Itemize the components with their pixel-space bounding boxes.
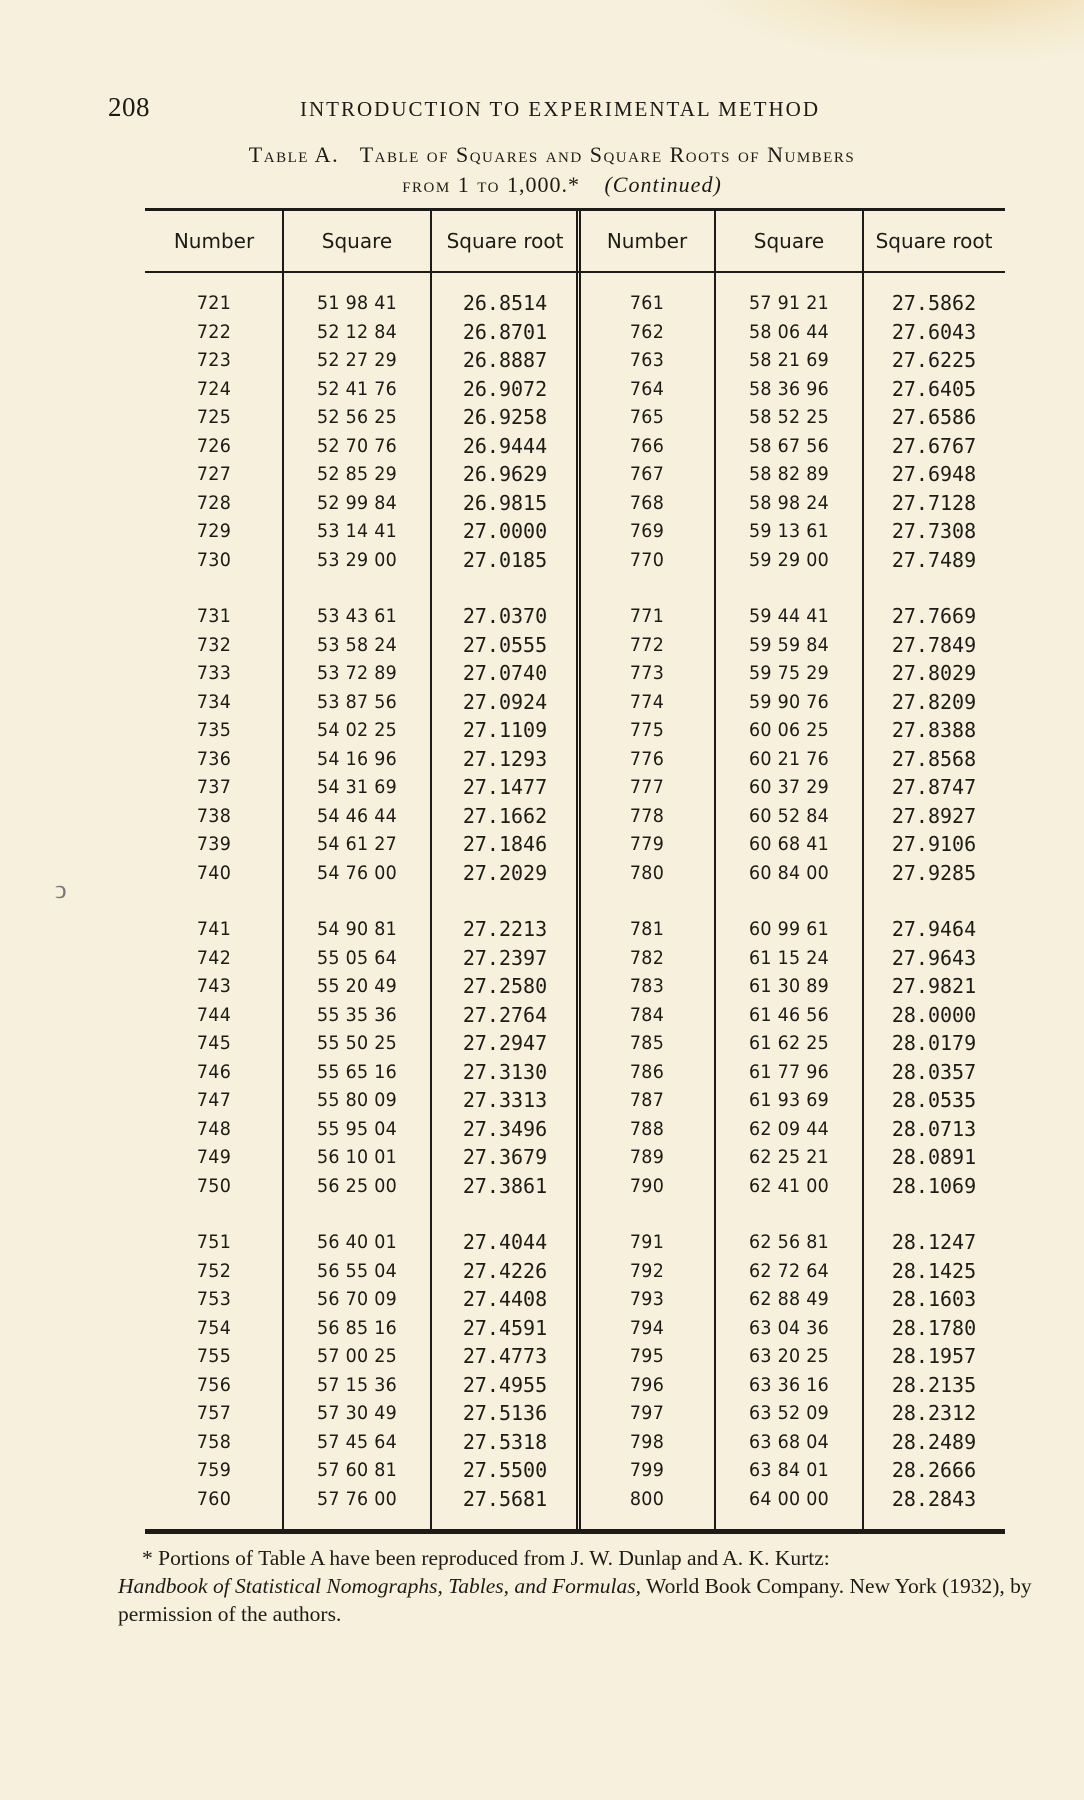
cell-square: 52 56 25: [316, 406, 398, 428]
table-range-value: 1,000.*: [506, 172, 580, 197]
paper-stain: [704, 0, 1084, 60]
squares-table: [145, 208, 1005, 1513]
cell-square-root: 27.9821: [891, 974, 977, 998]
cell-square-root: 26.9444: [462, 433, 548, 458]
cell-square: 62 09 44: [748, 1117, 830, 1140]
column-divider: [714, 211, 716, 1529]
cell-square-root: 27.0924: [462, 689, 548, 714]
cell-square-root: 27.3496: [462, 1116, 548, 1141]
column-divider: [862, 211, 864, 1529]
cell-number: 742: [196, 946, 232, 969]
cell-square: 62 72 64: [748, 1259, 830, 1282]
cell-square-root: 26.8887: [462, 348, 548, 372]
cell-square-root: 27.4955: [462, 1372, 548, 1397]
cell-square: 58 21 69: [748, 349, 830, 371]
cell-square: 58 36 96: [748, 377, 830, 400]
cell-number: 791: [629, 1231, 665, 1253]
cell-square-root: 27.2764: [462, 1002, 548, 1027]
cell-square: 59 75 29: [748, 662, 830, 684]
cell-number: 790: [629, 1174, 665, 1197]
cell-square-root: 27.5318: [462, 1429, 548, 1454]
cell-square: 60 68 41: [748, 833, 830, 855]
cell-square: 54 02 25: [316, 719, 398, 741]
cell-square: 59 29 00: [748, 548, 830, 571]
cell-number: 749: [196, 1146, 232, 1168]
header-square: Square: [283, 211, 431, 273]
cell-square-root: 27.2580: [462, 974, 548, 998]
cell-square-root: 28.1247: [891, 1230, 977, 1254]
table-range-prefix: from 1 to: [402, 172, 507, 197]
cell-square: 54 46 44: [316, 804, 398, 827]
cell-number: 779: [629, 833, 665, 855]
cell-square-root: 27.5862: [891, 291, 977, 315]
cell-square-root: 27.8029: [891, 661, 977, 685]
cell-number: 743: [196, 975, 232, 997]
cell-square: 60 52 84: [748, 804, 830, 827]
cell-square: 63 36 16: [748, 1373, 830, 1396]
cell-number: 760: [196, 1487, 232, 1510]
cell-square-root: 27.3861: [462, 1173, 548, 1198]
cell-number: 769: [629, 520, 665, 542]
header-number: Number: [145, 211, 283, 273]
group-spacer: [145, 1200, 1005, 1228]
cell-number: 787: [629, 1089, 665, 1111]
footnote-book-title: Handbook of Statistical Nomographs, Tables, and Formulas,: [118, 1574, 642, 1598]
cell-square-root: 28.0713: [891, 1116, 977, 1141]
cell-square-root: 27.9106: [891, 832, 977, 856]
cell-number: 763: [629, 349, 665, 371]
cell-square-root: 27.5500: [462, 1458, 548, 1482]
cell-square: 63 04 36: [748, 1316, 830, 1339]
footnote-publisher: World Book Company. New York (1932), by permission of the authors.: [118, 1574, 1032, 1626]
cell-square: 58 82 89: [748, 463, 830, 485]
cell-number: 773: [629, 662, 665, 684]
cell-square: 58 98 24: [748, 491, 830, 514]
cell-square-root: 27.3679: [462, 1145, 548, 1169]
cell-number: 798: [629, 1430, 665, 1453]
cell-square-root: 27.4226: [462, 1258, 548, 1283]
cell-square: 55 50 25: [316, 1032, 398, 1054]
cell-square: 56 70 09: [316, 1288, 398, 1310]
table-caption: [0, 140, 1084, 200]
margin-mark: ↄ: [55, 875, 67, 904]
cell-square-root: 27.2397: [462, 945, 548, 970]
cell-number: 752: [196, 1259, 232, 1282]
cell-number: 722: [196, 320, 232, 343]
cell-number: 736: [196, 747, 232, 770]
cell-number: 741: [196, 918, 232, 940]
cell-number: 740: [196, 861, 232, 884]
cell-square: 57 76 00: [316, 1487, 398, 1510]
cell-square: 52 70 76: [316, 434, 398, 457]
cell-number: 727: [196, 463, 232, 485]
cell-square-root: 28.0000: [891, 1002, 977, 1027]
cell-square: 52 12 84: [316, 320, 398, 343]
header-number: Number: [579, 211, 715, 273]
cell-square-root: 27.2029: [462, 860, 548, 885]
cell-square-root: 28.1069: [891, 1173, 977, 1198]
cell-number: 786: [629, 1060, 665, 1083]
cell-number: 734: [196, 690, 232, 713]
cell-square: 51 98 41: [316, 292, 398, 314]
cell-square: 52 41 76: [316, 377, 398, 400]
cell-square: 59 44 41: [748, 605, 830, 627]
cell-number: 724: [196, 377, 232, 400]
cell-square-root: 27.2947: [462, 1031, 548, 1055]
cell-number: 766: [629, 434, 665, 457]
group-spacer: [145, 574, 1005, 602]
cell-square-root: 28.0535: [891, 1088, 977, 1112]
cell-number: 735: [196, 719, 232, 741]
cell-square: 52 99 84: [316, 491, 398, 514]
cell-square-root: 27.7669: [891, 604, 977, 628]
cell-square: 61 46 56: [748, 1003, 830, 1026]
cell-square-root: 27.6948: [891, 462, 977, 486]
cell-number: 762: [629, 320, 665, 343]
table-header-row: [145, 211, 1005, 273]
cell-number: 772: [629, 633, 665, 656]
cell-number: 730: [196, 548, 232, 571]
table-title: Table of Squares and Square Roots of Numbers: [359, 142, 856, 167]
cell-square: 61 15 24: [748, 946, 830, 969]
caption-line-1: [0, 140, 1084, 170]
cell-square: 57 45 64: [316, 1430, 398, 1453]
cell-number: 731: [196, 605, 232, 627]
cell-square: 56 40 01: [316, 1231, 398, 1253]
cell-number: 788: [629, 1117, 665, 1140]
cell-number: 795: [629, 1345, 665, 1367]
cell-square-root: 28.1603: [891, 1287, 977, 1311]
cell-square-root: 27.8927: [891, 803, 977, 828]
cell-square-root: 27.2213: [462, 917, 548, 941]
caption-line-2: [0, 170, 1084, 200]
cell-square: 55 65 16: [316, 1060, 398, 1083]
cell-square-root: 26.8514: [462, 291, 548, 315]
cell-square: 53 72 89: [316, 662, 398, 684]
cell-square-root: 28.0891: [891, 1145, 977, 1169]
footnote-citation: [118, 1572, 1048, 1628]
cell-square-root: 27.0000: [462, 519, 548, 543]
cell-number: 799: [629, 1459, 665, 1481]
cell-number: 744: [196, 1003, 232, 1026]
cell-square: 54 61 27: [316, 833, 398, 855]
cell-number: 733: [196, 662, 232, 684]
cell-square-root: 28.0179: [891, 1031, 977, 1055]
cell-square-root: 28.2312: [891, 1401, 977, 1425]
cell-square: 59 90 76: [748, 690, 830, 713]
cell-number: 757: [196, 1402, 232, 1424]
cell-number: 778: [629, 804, 665, 827]
cell-square-root: 26.9072: [462, 376, 548, 401]
cell-square: 52 85 29: [316, 463, 398, 485]
cell-square: 59 59 84: [748, 633, 830, 656]
cell-square-root: 27.8568: [891, 746, 977, 771]
cell-square-root: 27.7489: [891, 547, 977, 572]
cell-number: 777: [629, 776, 665, 798]
cell-square-root: 27.7128: [891, 490, 977, 515]
cell-square-root: 28.2135: [891, 1372, 977, 1397]
cell-number: 723: [196, 349, 232, 371]
cell-square: 61 77 96: [748, 1060, 830, 1083]
footnote: [118, 1544, 1048, 1628]
cell-square-root: 27.6225: [891, 348, 977, 372]
column-divider: [282, 211, 284, 1529]
cell-square-root: 28.1780: [891, 1315, 977, 1340]
cell-square-root: 27.7308: [891, 519, 977, 543]
cell-square-root: 27.5681: [462, 1486, 548, 1511]
cell-square: 55 80 09: [316, 1089, 398, 1111]
running-head: INTRODUCTION TO EXPERIMENTAL METHOD: [300, 97, 820, 121]
cell-square: 58 06 44: [748, 320, 830, 343]
cell-square-root: 27.9285: [891, 860, 977, 885]
cell-square: 62 25 21: [748, 1146, 830, 1168]
cell-square: 56 55 04: [316, 1259, 398, 1282]
cell-number: 726: [196, 434, 232, 457]
cell-square: 55 05 64: [316, 946, 398, 969]
cell-square-root: 26.9629: [462, 462, 548, 486]
footnote-lead: * Portions of Table A have been reproduced from J. W. Dunlap and A. K. Kurtz:: [142, 1546, 830, 1570]
cell-number: 794: [629, 1316, 665, 1339]
cell-square-root: 28.1957: [891, 1344, 977, 1368]
cell-square-root: 27.6043: [891, 319, 977, 344]
cell-square-root: 27.4408: [462, 1287, 548, 1311]
cell-number: 780: [629, 861, 665, 884]
cell-square-root: 27.9464: [891, 917, 977, 941]
cell-square: 58 67 56: [748, 434, 830, 457]
cell-square: 56 10 01: [316, 1146, 398, 1168]
cell-number: 785: [629, 1032, 665, 1054]
cell-square-root: 27.0185: [462, 547, 548, 572]
cell-square: 62 56 81: [748, 1231, 830, 1253]
cell-square: 63 20 25: [748, 1345, 830, 1367]
cell-square: 55 95 04: [316, 1117, 398, 1140]
cell-square-root: 27.5136: [462, 1401, 548, 1425]
cell-square: 57 91 21: [748, 292, 830, 314]
cell-square-root: 28.2489: [891, 1429, 977, 1454]
page-number: 208: [108, 92, 150, 122]
cell-square-root: 27.1109: [462, 718, 548, 742]
cell-number: 725: [196, 406, 232, 428]
cell-square-root: 28.0357: [891, 1059, 977, 1084]
cell-square: 58 52 25: [748, 406, 830, 428]
table-label: Table A.: [248, 142, 340, 167]
cell-square: 57 60 81: [316, 1459, 398, 1481]
cell-number: 739: [196, 833, 232, 855]
cell-square: 56 85 16: [316, 1316, 398, 1339]
cell-square-root: 27.1662: [462, 803, 548, 828]
cell-square-root: 26.8701: [462, 319, 548, 344]
cell-number: 737: [196, 776, 232, 798]
cell-square: 54 31 69: [316, 776, 398, 798]
cell-square: 63 68 04: [748, 1430, 830, 1453]
cell-square: 53 29 00: [316, 548, 398, 571]
cell-square-root: 27.3130: [462, 1059, 548, 1084]
cell-number: 750: [196, 1174, 232, 1197]
cell-square: 53 14 41: [316, 520, 398, 542]
cell-number: 793: [629, 1288, 665, 1310]
cell-square-root: 27.0555: [462, 632, 548, 657]
cell-square: 55 20 49: [316, 975, 398, 997]
cell-square: 53 87 56: [316, 690, 398, 713]
cell-square-root: 27.1846: [462, 832, 548, 856]
cell-square-root: 27.0740: [462, 661, 548, 685]
cell-square-root: 27.0370: [462, 604, 548, 628]
table-body: [145, 273, 1005, 1513]
cell-number: 754: [196, 1316, 232, 1339]
table-bottom-rule: [145, 1529, 1005, 1534]
cell-square-root: 27.9643: [891, 945, 977, 970]
cell-number: 775: [629, 719, 665, 741]
header-square: Square: [715, 211, 863, 273]
cell-number: 782: [629, 946, 665, 969]
cell-number: 729: [196, 520, 232, 542]
cell-square: 61 93 69: [748, 1089, 830, 1111]
cell-square-root: 28.2666: [891, 1458, 977, 1482]
cell-number: 770: [629, 548, 665, 571]
cell-square-root: 27.8747: [891, 775, 977, 799]
cell-square: 60 99 61: [748, 918, 830, 940]
cell-square: 63 52 09: [748, 1402, 830, 1424]
cell-square-root: 26.9815: [462, 490, 548, 515]
cell-square: 60 84 00: [748, 861, 830, 884]
cell-square-root: 27.8388: [891, 718, 977, 742]
cell-square-root: 26.9258: [462, 405, 548, 429]
cell-number: 756: [196, 1373, 232, 1396]
cell-number: 764: [629, 377, 665, 400]
cell-square: 52 27 29: [316, 349, 398, 371]
header-square-root: Square root: [863, 211, 1005, 273]
cell-number: 748: [196, 1117, 232, 1140]
cell-number: 789: [629, 1146, 665, 1168]
cell-square: 62 41 00: [748, 1174, 830, 1197]
cell-number: 732: [196, 633, 232, 656]
cell-square: 53 43 61: [316, 605, 398, 627]
column-divider: [430, 211, 432, 1529]
cell-number: 767: [629, 463, 665, 485]
cell-square-root: 27.4044: [462, 1230, 548, 1254]
cell-number: 747: [196, 1089, 232, 1111]
cell-number: 792: [629, 1259, 665, 1282]
cell-square: 53 58 24: [316, 633, 398, 656]
cell-square: 57 30 49: [316, 1402, 398, 1424]
cell-square: 54 90 81: [316, 918, 398, 940]
cell-square: 57 15 36: [316, 1373, 398, 1396]
column-divider-double: [576, 211, 581, 1529]
cell-square-root: 27.1293: [462, 746, 548, 771]
cell-number: 758: [196, 1430, 232, 1453]
cell-square: 56 25 00: [316, 1174, 398, 1197]
cell-square-root: 27.4773: [462, 1344, 548, 1368]
cell-number: 771: [629, 605, 665, 627]
cell-square-root: 27.7849: [891, 632, 977, 657]
cell-number: 751: [196, 1231, 232, 1253]
header-square-root: Square root: [431, 211, 579, 273]
cell-number: 800: [629, 1487, 665, 1510]
cell-number: 721: [196, 292, 232, 314]
cell-square: 57 00 25: [316, 1345, 398, 1367]
cell-number: 784: [629, 1003, 665, 1026]
cell-square: 62 88 49: [748, 1288, 830, 1310]
cell-number: 753: [196, 1288, 232, 1310]
cell-number: 746: [196, 1060, 232, 1083]
cell-number: 783: [629, 975, 665, 997]
cell-square: 61 30 89: [748, 975, 830, 997]
cell-number: 745: [196, 1032, 232, 1054]
cell-square: 60 37 29: [748, 776, 830, 798]
cell-number: 774: [629, 690, 665, 713]
cell-square-root: 27.6586: [891, 405, 977, 429]
cell-square-root: 27.4591: [462, 1315, 548, 1340]
cell-number: 755: [196, 1345, 232, 1367]
cell-square-root: 27.3313: [462, 1088, 548, 1112]
cell-square: 59 13 61: [748, 520, 830, 542]
cell-square: 55 35 36: [316, 1003, 398, 1026]
cell-square-root: 27.6405: [891, 376, 977, 401]
cell-number: 768: [629, 491, 665, 514]
group-spacer: [145, 887, 1005, 915]
cell-square-root: 27.1477: [462, 775, 548, 799]
cell-square: 54 16 96: [316, 747, 398, 770]
cell-number: 797: [629, 1402, 665, 1424]
cell-number: 796: [629, 1373, 665, 1396]
cell-square-root: 28.1425: [891, 1258, 977, 1283]
cell-number: 738: [196, 804, 232, 827]
cell-number: 728: [196, 491, 232, 514]
cell-number: 781: [629, 918, 665, 940]
cell-square: 61 62 25: [748, 1032, 830, 1054]
cell-square-root: 28.2843: [891, 1486, 977, 1511]
cell-square: 60 06 25: [748, 719, 830, 741]
cell-number: 761: [629, 292, 665, 314]
cell-number: 776: [629, 747, 665, 770]
cell-square: 54 76 00: [316, 861, 398, 884]
continued-note: (Continued): [604, 172, 722, 197]
cell-square: 64 00 00: [748, 1487, 830, 1510]
cell-number: 759: [196, 1459, 232, 1481]
cell-square: 63 84 01: [748, 1459, 830, 1481]
cell-number: 765: [629, 406, 665, 428]
cell-square: 60 21 76: [748, 747, 830, 770]
cell-square-root: 27.6767: [891, 433, 977, 458]
cell-square-root: 27.8209: [891, 689, 977, 714]
